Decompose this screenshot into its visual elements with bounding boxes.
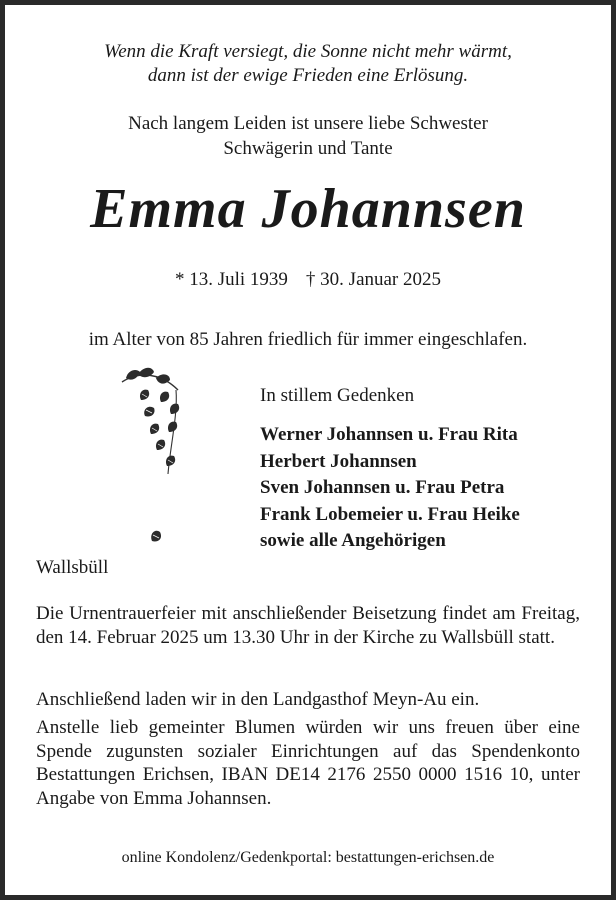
mourner-name: Frank Lobemeier u. Frau Heike	[260, 503, 520, 525]
funeral-service-paragraph: Die Urnentrauerfeier mit anschließender Beisetzung findet am Freitag, den 14. Februar 2025 um 13.30 Uhr in der Kirche zu Wallsbüll statt.	[36, 603, 580, 648]
motto-line-1: Wenn die Kraft versiegt, die Sonne nicht mehr wärmt,	[104, 41, 512, 62]
age-line: im Alter von 85 Jahren friedlich für immer eingeschlafen.	[88, 329, 528, 350]
death-date: † 30. Januar 2025	[305, 269, 442, 290]
place-name: Wallsbüll	[36, 557, 109, 578]
mourner-name: Werner Johannsen u. Frau Rita	[260, 424, 518, 445]
donation-paragraph: Anstelle lieb gemeinter Blumen würden wir uns freuen über eine Spende zugunsten sozialer Einrichtungen auf das Spendenkonto Bestattungen Erichsen, IBAN DE14 2176 2550 0000 1516 10, unter Angabe von Emma Johannsen.	[36, 717, 580, 809]
intro-line-1: Nach langem Leiden ist unsere liebe Schwester	[128, 113, 488, 134]
mourning-heading: In stillem Gedenken	[260, 385, 415, 406]
mourner-name: Herbert Johannsen	[260, 450, 417, 472]
birch-branch-icon	[118, 364, 203, 554]
birth-date: * 13. Juli 1939	[174, 269, 288, 290]
mourner-name: sowie alle Angehörigen	[260, 530, 446, 551]
condolence-portal-footer: online Kondolenz/Gedenkportal: bestattungen-erichsen.de	[121, 849, 495, 866]
deceased-name: Emma Johannsen	[90, 178, 526, 240]
motto-line-2: dann ist der ewige Frieden eine Erlösung.	[147, 65, 469, 86]
motto-verse	[0, 40, 616, 88]
mourners-list	[260, 422, 520, 555]
reception-paragraph: Anschließend laden wir in den Landgasthof Meyn-Au ein.	[36, 689, 480, 710]
mourners-block	[260, 384, 520, 555]
intro-text	[0, 111, 616, 161]
intro-line-2: Schwägerin und Tante	[223, 138, 393, 159]
mourner-name: Sven Johannsen u. Frau Petra	[260, 477, 505, 498]
life-dates	[0, 268, 616, 292]
